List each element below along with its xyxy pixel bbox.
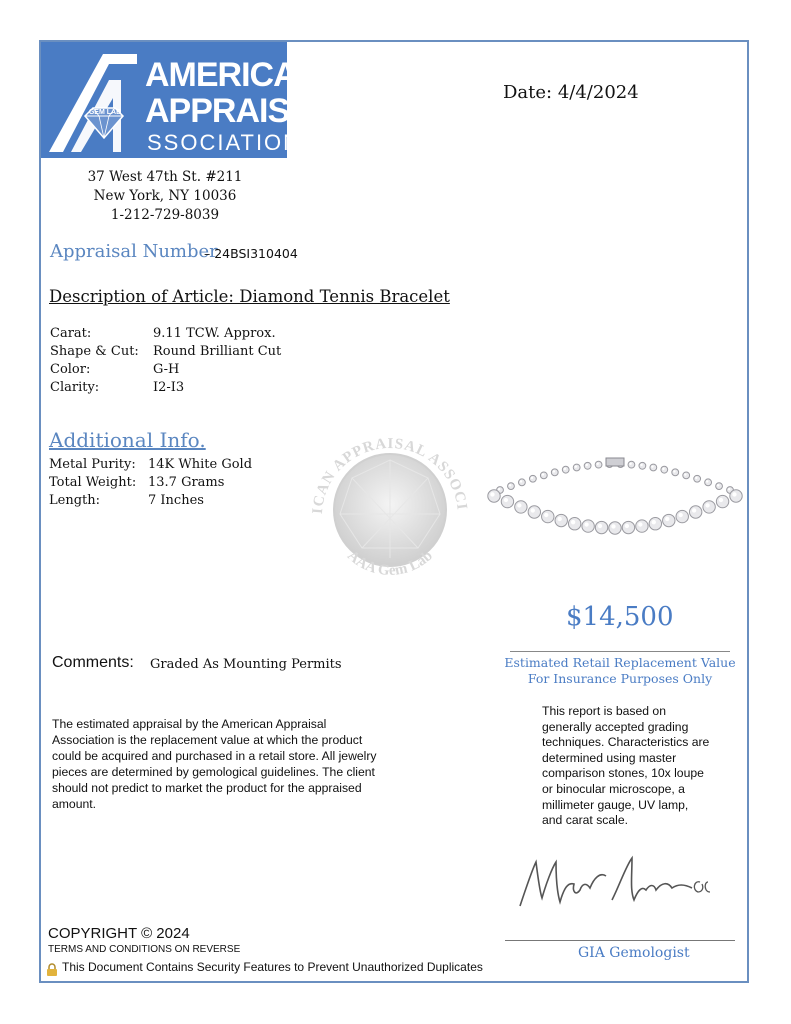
spec-label: Carat:: [50, 326, 92, 341]
terms-notice: TERMS AND CONDITIONS ON REVERSE: [48, 944, 241, 955]
appraisal-disclaimer: The estimated appraisal by the American Appraisal Association is the replacement value at which the product could be acquired and purchased in a retail store. All jewelry pieces are determined by gemological guidelines. The client should not predict to market the product for the appraised amount.: [52, 717, 377, 811]
security-notice: This Document Contains Security Features to Prevent Unauthorized Duplicates: [62, 960, 483, 974]
additional-info-heading: Additional Info.: [49, 428, 206, 452]
info-label: Length:: [49, 493, 100, 508]
gem-lab-badge: GEM LAB: [88, 109, 122, 116]
comments-value: Graded As Mounting Permits: [150, 657, 342, 672]
spec-value: I2-I3: [153, 380, 185, 395]
copyright: COPYRIGHT © 2024: [48, 925, 190, 942]
info-value: 7 Inches: [148, 493, 204, 508]
aaa-logo: [41, 42, 333, 158]
article-description: Description of Article: Diamond Tennis Bracelet: [49, 287, 450, 306]
appraisal-date: Date: 4/4/2024: [503, 82, 639, 103]
appraised-value: $14,500: [566, 602, 674, 632]
seal-bottom-text: AAA Gem Lab: [344, 547, 436, 580]
logo-line-3: SSOCIATION: [147, 130, 302, 155]
seal-arc-text: ICAN APPRAISAL ASSOCI: [309, 435, 470, 515]
info-value: 14K White Gold: [148, 457, 253, 472]
spec-value: 9.11 TCW. Approx.: [153, 326, 276, 341]
logo-line-1: AMERICAN: [145, 56, 321, 94]
signature-line: [505, 940, 735, 941]
spec-value: G-H: [153, 362, 180, 377]
spec-label: Clarity:: [50, 380, 100, 395]
value-underline: [510, 651, 730, 652]
appraisal-number-value: – 24BSI310404: [204, 246, 298, 261]
address-street: 37 West 47th St. #211: [87, 169, 243, 185]
info-label: Total Weight:: [49, 475, 137, 490]
aaa-gem-lab-seal: [300, 418, 480, 598]
logo-line-2: APPRAISAL: [145, 92, 333, 130]
signer-title: GIA Gemologist: [578, 945, 690, 961]
appraisal-number-label: Appraisal Number: [50, 241, 218, 262]
value-caption-line1: Estimated Retail Replacement Value: [504, 655, 736, 670]
address-city: New York, NY 10036: [93, 188, 237, 204]
spec-value: Round Brilliant Cut: [153, 344, 282, 359]
address-phone: 1-212-729-8039: [110, 207, 220, 223]
value-caption-line2: For Insurance Purposes Only: [527, 671, 713, 686]
spec-label: Color:: [50, 362, 91, 377]
info-label: Metal Purity:: [49, 457, 136, 472]
spec-label: Shape & Cut:: [50, 344, 139, 359]
grading-disclaimer: This report is based on generally accepted grading techniques. Characteristics are determined using master comparison stones, 10x loupe or binocular microscope, a millimeter gauge, UV lamp, and carat scale.: [542, 704, 710, 828]
gemologist-signature: [516, 848, 726, 918]
lock-icon: [46, 961, 58, 974]
bracelet-photo: [488, 452, 742, 570]
comments-label: Comments:: [52, 654, 134, 671]
info-value: 13.7 Grams: [148, 475, 225, 490]
